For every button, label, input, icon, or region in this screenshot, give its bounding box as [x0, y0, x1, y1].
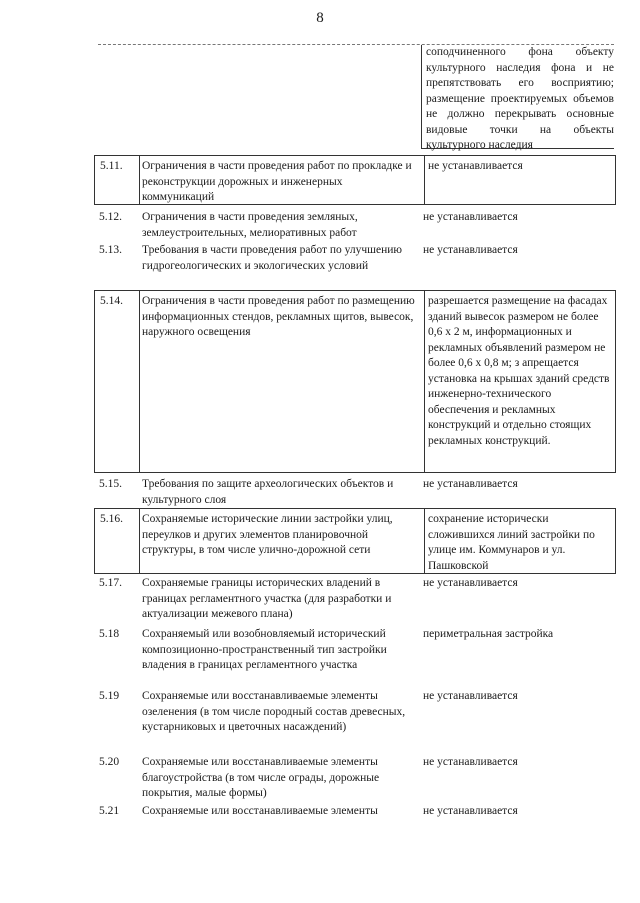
row-value: не устанавливается	[423, 756, 518, 768]
row-number: 5.18	[99, 628, 120, 640]
row-number: 5.21	[99, 805, 120, 817]
row-value: не устанавливается	[423, 577, 518, 589]
table-row	[94, 155, 616, 205]
row-value: периметральная застройка	[423, 628, 554, 640]
row-number: 5.14.	[100, 295, 123, 307]
row-name: Сохраняемые или восстанавливаемые элементы озеленения (в том числе породный состав древесных, кустарниковых и цветочных насаждений)	[142, 690, 406, 733]
table-row	[94, 624, 614, 686]
row-value: не устанавливается	[423, 244, 518, 256]
table-row	[94, 686, 614, 750]
row-name: Сохраняемые исторические линии застройки улиц, переулков и других элементов планировочной структуры, в том числе улично-дорожной сети	[139, 509, 417, 573]
row-name: Сохраняемый или возобновляемый исторический композиционно-пространственный тип застройки владения в границах регламентного участка	[142, 628, 387, 671]
row-name: Требования по защите археологических объектов и культурного слоя	[142, 478, 394, 506]
table-row	[94, 801, 614, 821]
row-name: Сохраняемые или восстанавливаемые элементы благоустройства (в том числе ограды, дорожные покрытия, малые формы)	[142, 756, 380, 799]
row-name: Ограничения в части проведения земляных, землеустроительных, мелиоративных работ	[142, 211, 358, 239]
table-row	[94, 752, 614, 800]
row-value: сохранение исторически сложившихся линий застройки по улице им. Коммунаров и ул. Пашковской	[424, 509, 612, 573]
row-number: 5.17.	[99, 577, 122, 589]
continued-cell: соподчиненного фона объекту культурного наследия фона и не препятствовать его восприятию; размещение проектируемых объемов не должно перекрывать основные видовые точки на объекты культурного наследия	[421, 45, 614, 149]
row-number: 5.19	[99, 690, 120, 702]
row-value: не устанавливается	[423, 690, 518, 702]
row-number: 5.13.	[99, 244, 122, 256]
row-name: Требования в части проведения работ по улучшению гидрогеологических и экологических условий	[142, 244, 403, 272]
row-value: не устанавливается	[423, 805, 518, 817]
table-row	[94, 240, 614, 288]
table-row	[94, 508, 616, 574]
row-value: не устанавливается	[424, 156, 612, 204]
row-number: 5.11.	[100, 160, 123, 172]
row-value: разрешается размещение на фасадах зданий вывесок размером не более 0,6 х 2 м, информационных и рекламных объявлений размером не более 0,6 х 0,8 м; з апрещается установка на крышах зданий средств инженерно-технического обеспечения и рекламных конструкций и отдельно стоящих рекламных конструкций.	[424, 291, 612, 472]
row-value: не устанавливается	[423, 211, 518, 223]
row-value: не устанавливается	[423, 478, 518, 490]
row-name: Ограничения в части проведения работ по размещению информационных стендов, рекламных щитов, вывесок, наружного освещения	[139, 291, 417, 472]
row-name: Сохраняемые границы исторических владений в границах регламентного участка (для разработки и актуализации межевого плана)	[142, 577, 392, 620]
row-number: 5.20	[99, 756, 120, 768]
table-row	[94, 474, 614, 506]
row-number: 5.16.	[100, 513, 123, 525]
table-row	[94, 573, 614, 621]
row-name: Ограничения в части проведения работ по прокладке и реконструкции дорожных и инженерных коммуникаций	[139, 156, 417, 204]
table-row	[94, 290, 616, 473]
row-number: 5.15.	[99, 478, 122, 490]
row-name: Сохраняемые или восстанавливаемые элементы	[142, 805, 378, 817]
page-number: 8	[316, 10, 324, 26]
table-row	[94, 207, 614, 239]
row-number: 5.12.	[99, 211, 122, 223]
